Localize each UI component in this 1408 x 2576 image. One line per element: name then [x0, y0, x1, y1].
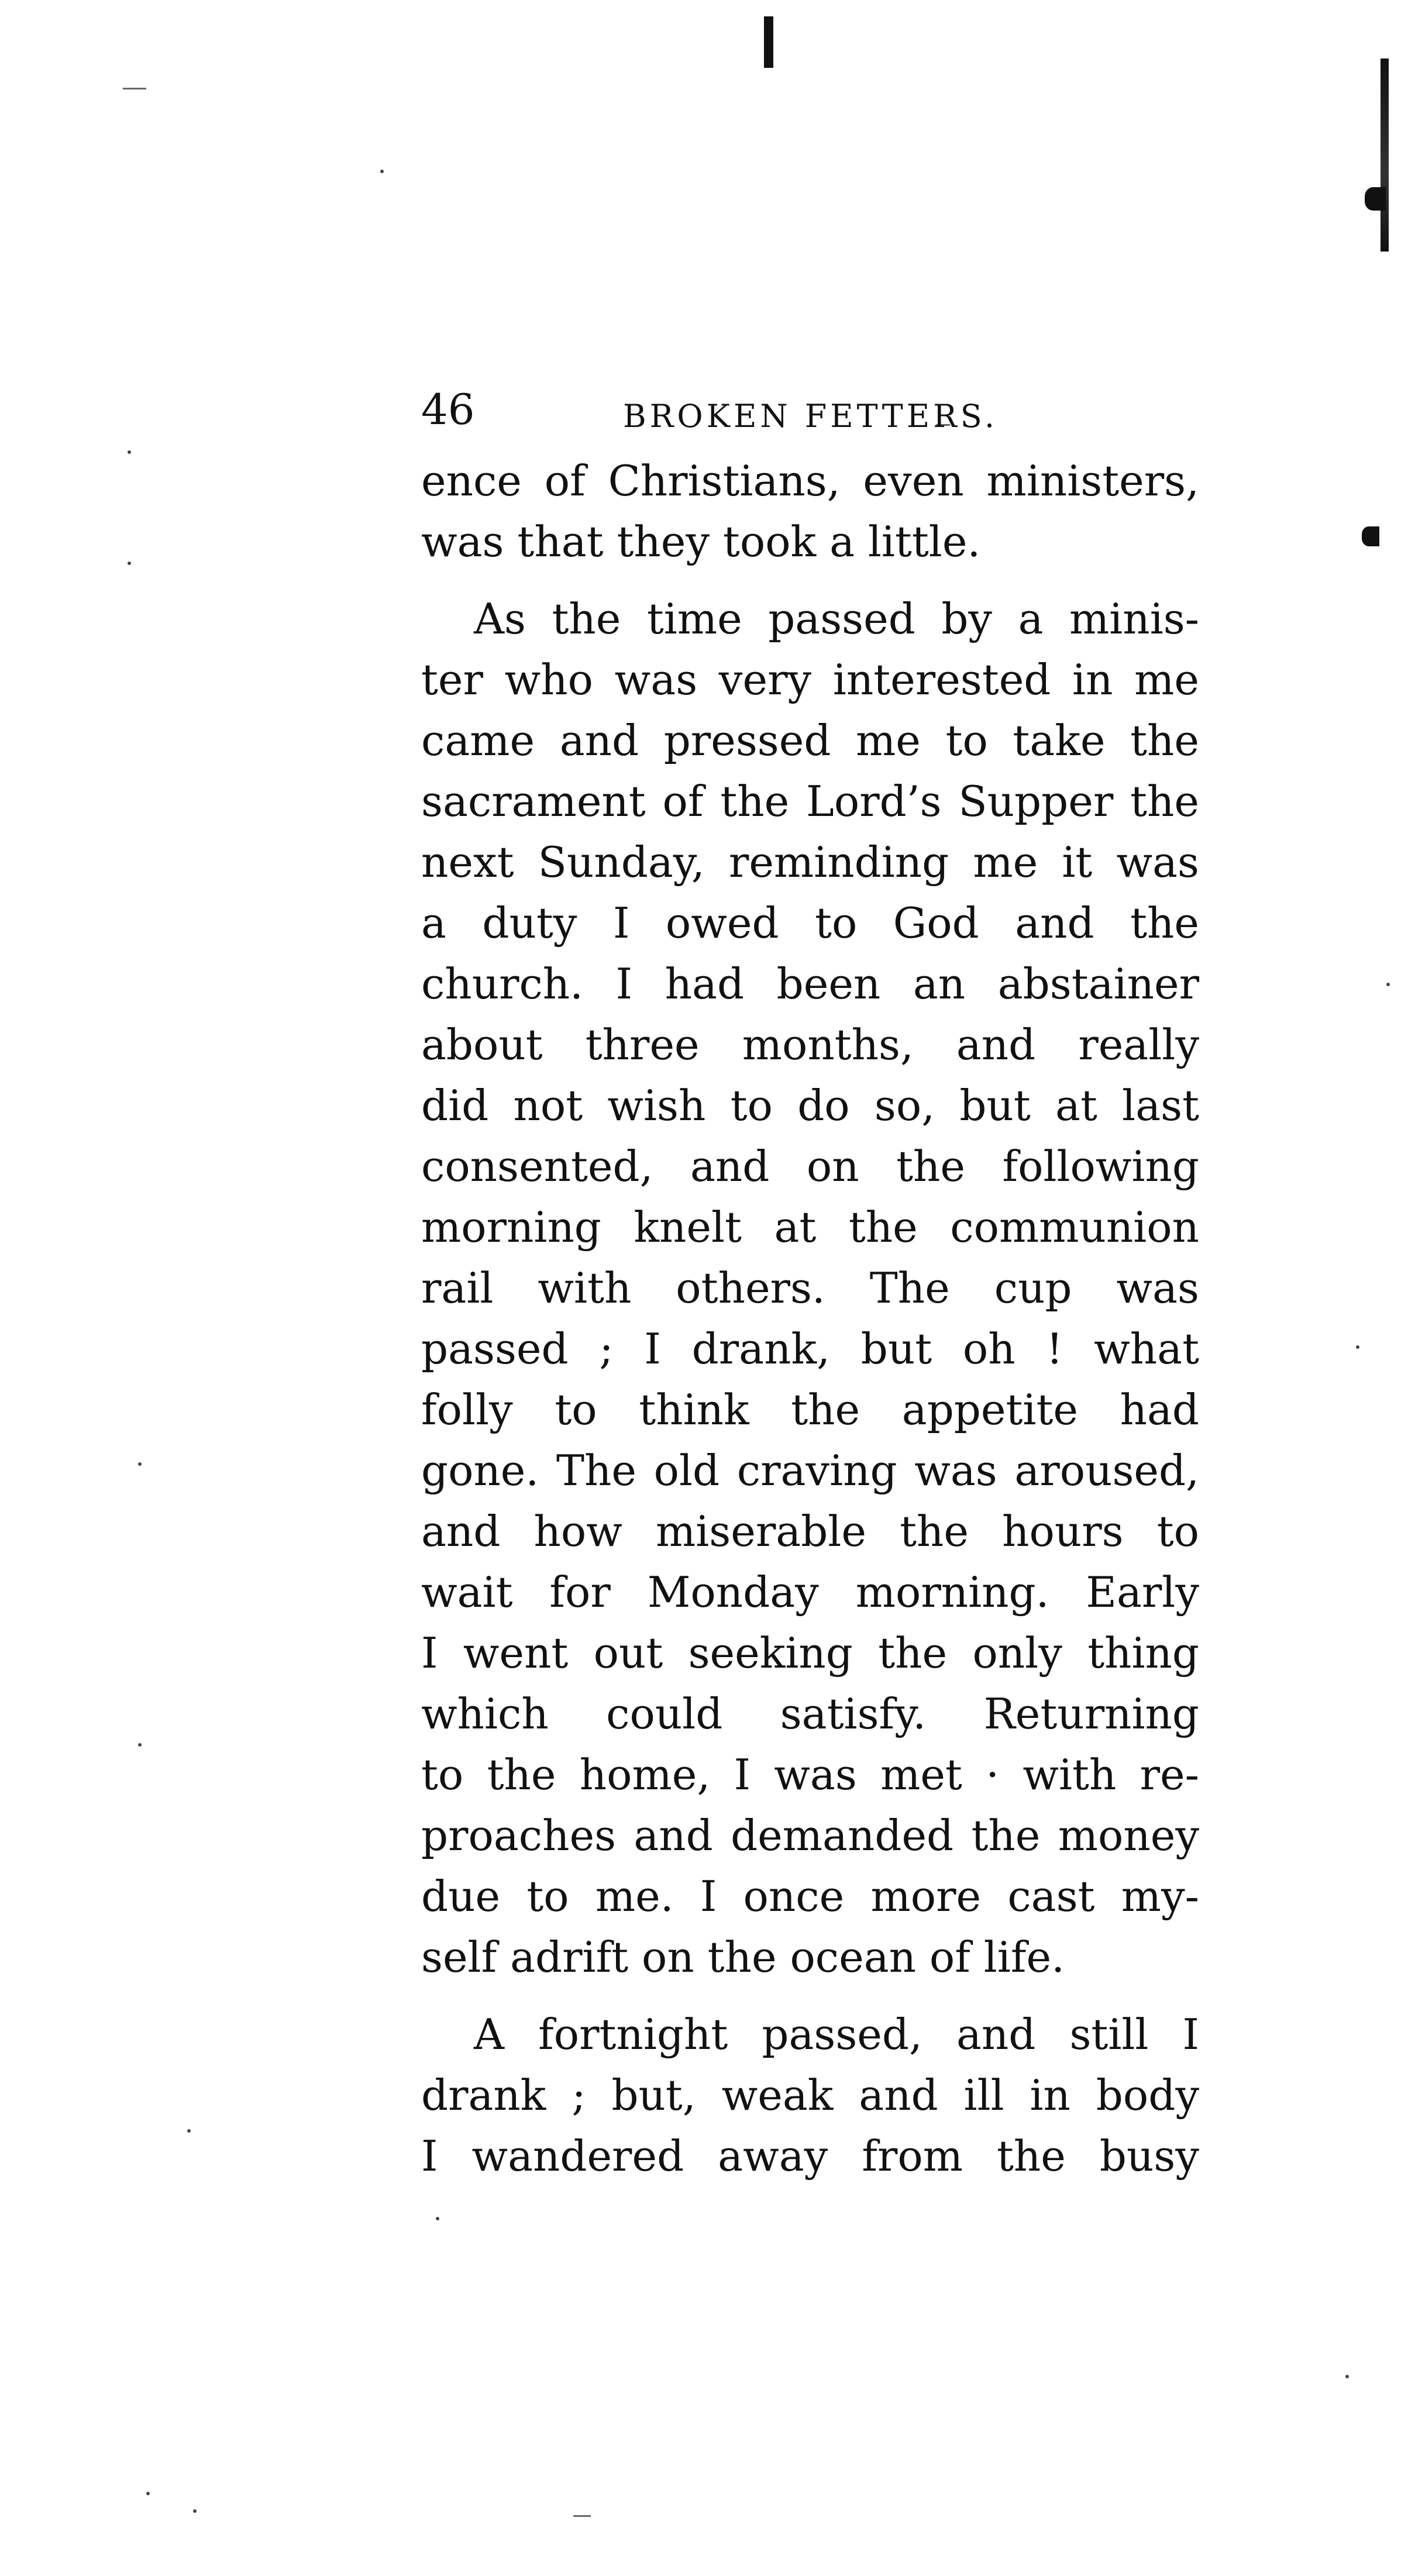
text-line: did not wish to do so, but at last: [421, 1081, 1199, 1130]
scan-speck: [187, 2129, 191, 2133]
text-line: morning knelt at the communion: [421, 1203, 1199, 1252]
text-line: and how miserable the hours to: [421, 1507, 1199, 1556]
scan-speck: [123, 88, 146, 89]
scan-speck: [138, 1743, 142, 1747]
text-line: passed ; I drank, but oh ! what: [421, 1324, 1199, 1373]
text-line: which could satisfy. Returning: [421, 1689, 1199, 1738]
page-number: 46: [421, 385, 475, 434]
paragraph-gap: [421, 572, 1199, 588]
running-head: [421, 380, 1199, 439]
text-line: I wandered away from the busy: [421, 2131, 1199, 2181]
text-line: consented, and on the following: [421, 1142, 1199, 1191]
scan-speck: [146, 2492, 150, 2495]
text-line: wait for Monday morning. Early: [421, 1568, 1199, 1617]
text-line: rail with others. The cup was: [421, 1263, 1199, 1313]
running-title: BROKEN FETTERS.: [623, 398, 999, 435]
scan-speck: [138, 1462, 142, 1466]
text-line: came and pressed me to take the: [421, 716, 1199, 765]
page-edge-notch: [1365, 187, 1386, 211]
text-line: church. I had been an abstainer: [421, 959, 1199, 1008]
scan-speck: [128, 450, 131, 454]
scan-speck: [1386, 983, 1390, 986]
text-line: As the time passed by a minis-: [474, 594, 1199, 643]
page-edge-shadow: [1381, 58, 1389, 252]
text-line: about three months, and really: [421, 1020, 1199, 1069]
text-line: I went out seeking the only thing: [421, 1628, 1199, 1678]
scan-mark: [764, 16, 773, 68]
scan-speck: [380, 170, 384, 173]
text-line: ter who was very interested in me: [421, 655, 1199, 704]
text-line: was that they took a little.: [421, 517, 981, 566]
scan-speck: [436, 2217, 439, 2220]
text-line: gone. The old craving was aroused,: [421, 1446, 1199, 1495]
text-line: due to me. I once more cast my-: [421, 1872, 1199, 1921]
text-line: self adrift on the ocean of life.: [421, 1933, 1065, 1982]
scan-speck: [1356, 1345, 1359, 1349]
text-line: to the home, I was met · with re-: [421, 1750, 1199, 1799]
text-line: next Sunday, reminding me it was: [421, 838, 1199, 887]
paragraph-gap: [421, 1988, 1199, 2004]
text-line: drank ; but, weak and ill in body: [421, 2071, 1199, 2120]
body-text: [421, 450, 1199, 2186]
scan-speck: [573, 2515, 591, 2517]
text-line: sacrament of the Lord’s Supper the: [421, 777, 1199, 826]
text-line: ence of Christians, even ministers,: [421, 456, 1199, 505]
text-line: a duty I owed to God and the: [421, 898, 1199, 948]
scan-speck: [193, 2509, 197, 2513]
page-edge-notch: [1362, 526, 1379, 546]
scan-speck: [1345, 2375, 1349, 2378]
text-line: folly to think the appetite had: [421, 1385, 1199, 1434]
text-line: A fortnight passed, and still I: [474, 2010, 1199, 2059]
paragraph: [421, 450, 1199, 572]
text-line: proaches and demanded the money: [421, 1811, 1199, 1860]
paragraph: [421, 2004, 1199, 2186]
paragraph: [421, 588, 1199, 1988]
scan-speck: [128, 562, 131, 565]
